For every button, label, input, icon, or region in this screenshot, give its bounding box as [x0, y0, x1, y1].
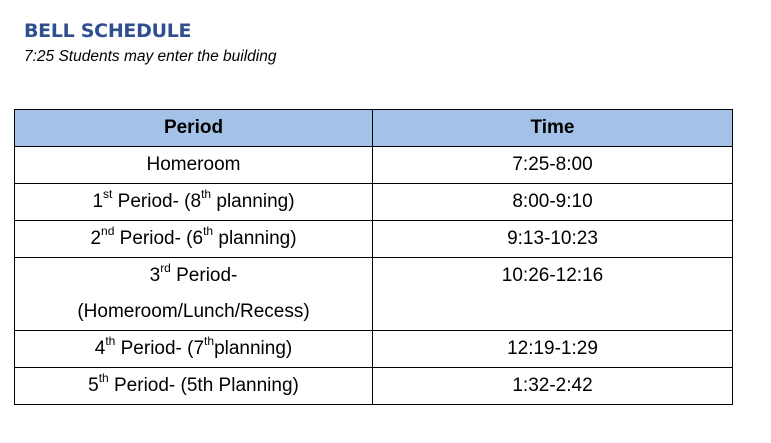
table-row: [15, 184, 733, 221]
period-number: 2: [90, 228, 102, 249]
time-cell: 9:13-10:23: [373, 221, 733, 258]
period-number: 3: [149, 265, 161, 286]
period-cell: Homeroom: [15, 147, 373, 184]
period-cell: [15, 368, 373, 405]
page-title: BELL SCHEDULE: [24, 20, 192, 42]
ordinal-suffix: th: [204, 333, 215, 348]
table-row: [15, 258, 733, 331]
table-row: [15, 221, 733, 258]
period-text: Period- (8: [112, 191, 202, 212]
table-header-row: [15, 110, 733, 147]
ordinal-suffix: th: [203, 223, 214, 238]
ordinal-suffix: nd: [101, 223, 115, 238]
ordinal-suffix: st: [103, 186, 113, 201]
time-column-header: Time: [373, 110, 733, 147]
entry-time-note: 7:25 Students may enter the building: [24, 48, 277, 65]
period-cell: [15, 221, 373, 258]
period-text: planning): [213, 228, 297, 249]
ordinal-suffix: th: [105, 333, 116, 348]
time-cell: 1:32-2:42: [373, 368, 733, 405]
time-cell: 12:19-1:29: [373, 331, 733, 368]
period-cell: [15, 331, 373, 368]
ordinal-suffix: rd: [160, 260, 171, 275]
time-cell: 10:26-12:16: [373, 258, 733, 331]
table-row: [15, 147, 733, 184]
time-cell: 8:00-9:10: [373, 184, 733, 221]
table-row: [15, 331, 733, 368]
period-text: Period- (6: [114, 228, 204, 249]
period-text: Period- (5th Planning): [108, 375, 299, 396]
time-cell: 7:25-8:00: [373, 147, 733, 184]
period-number: 5: [88, 375, 99, 396]
period-cell: [15, 184, 373, 221]
period-text: planning): [211, 191, 295, 212]
period-number: 4: [94, 338, 106, 359]
period-text: Period-: [170, 265, 238, 286]
ordinal-suffix: th: [201, 186, 212, 201]
period-text: (Homeroom/Lunch/Recess): [77, 301, 310, 322]
period-text: Period- (7: [115, 338, 205, 359]
ordinal-suffix: th: [98, 370, 109, 385]
period-number: 1: [92, 191, 104, 212]
table-row: [15, 368, 733, 405]
period-cell: [15, 258, 373, 331]
bell-schedule-table: [14, 109, 733, 405]
period-text: planning): [214, 338, 293, 359]
period-column-header: Period: [15, 110, 373, 147]
